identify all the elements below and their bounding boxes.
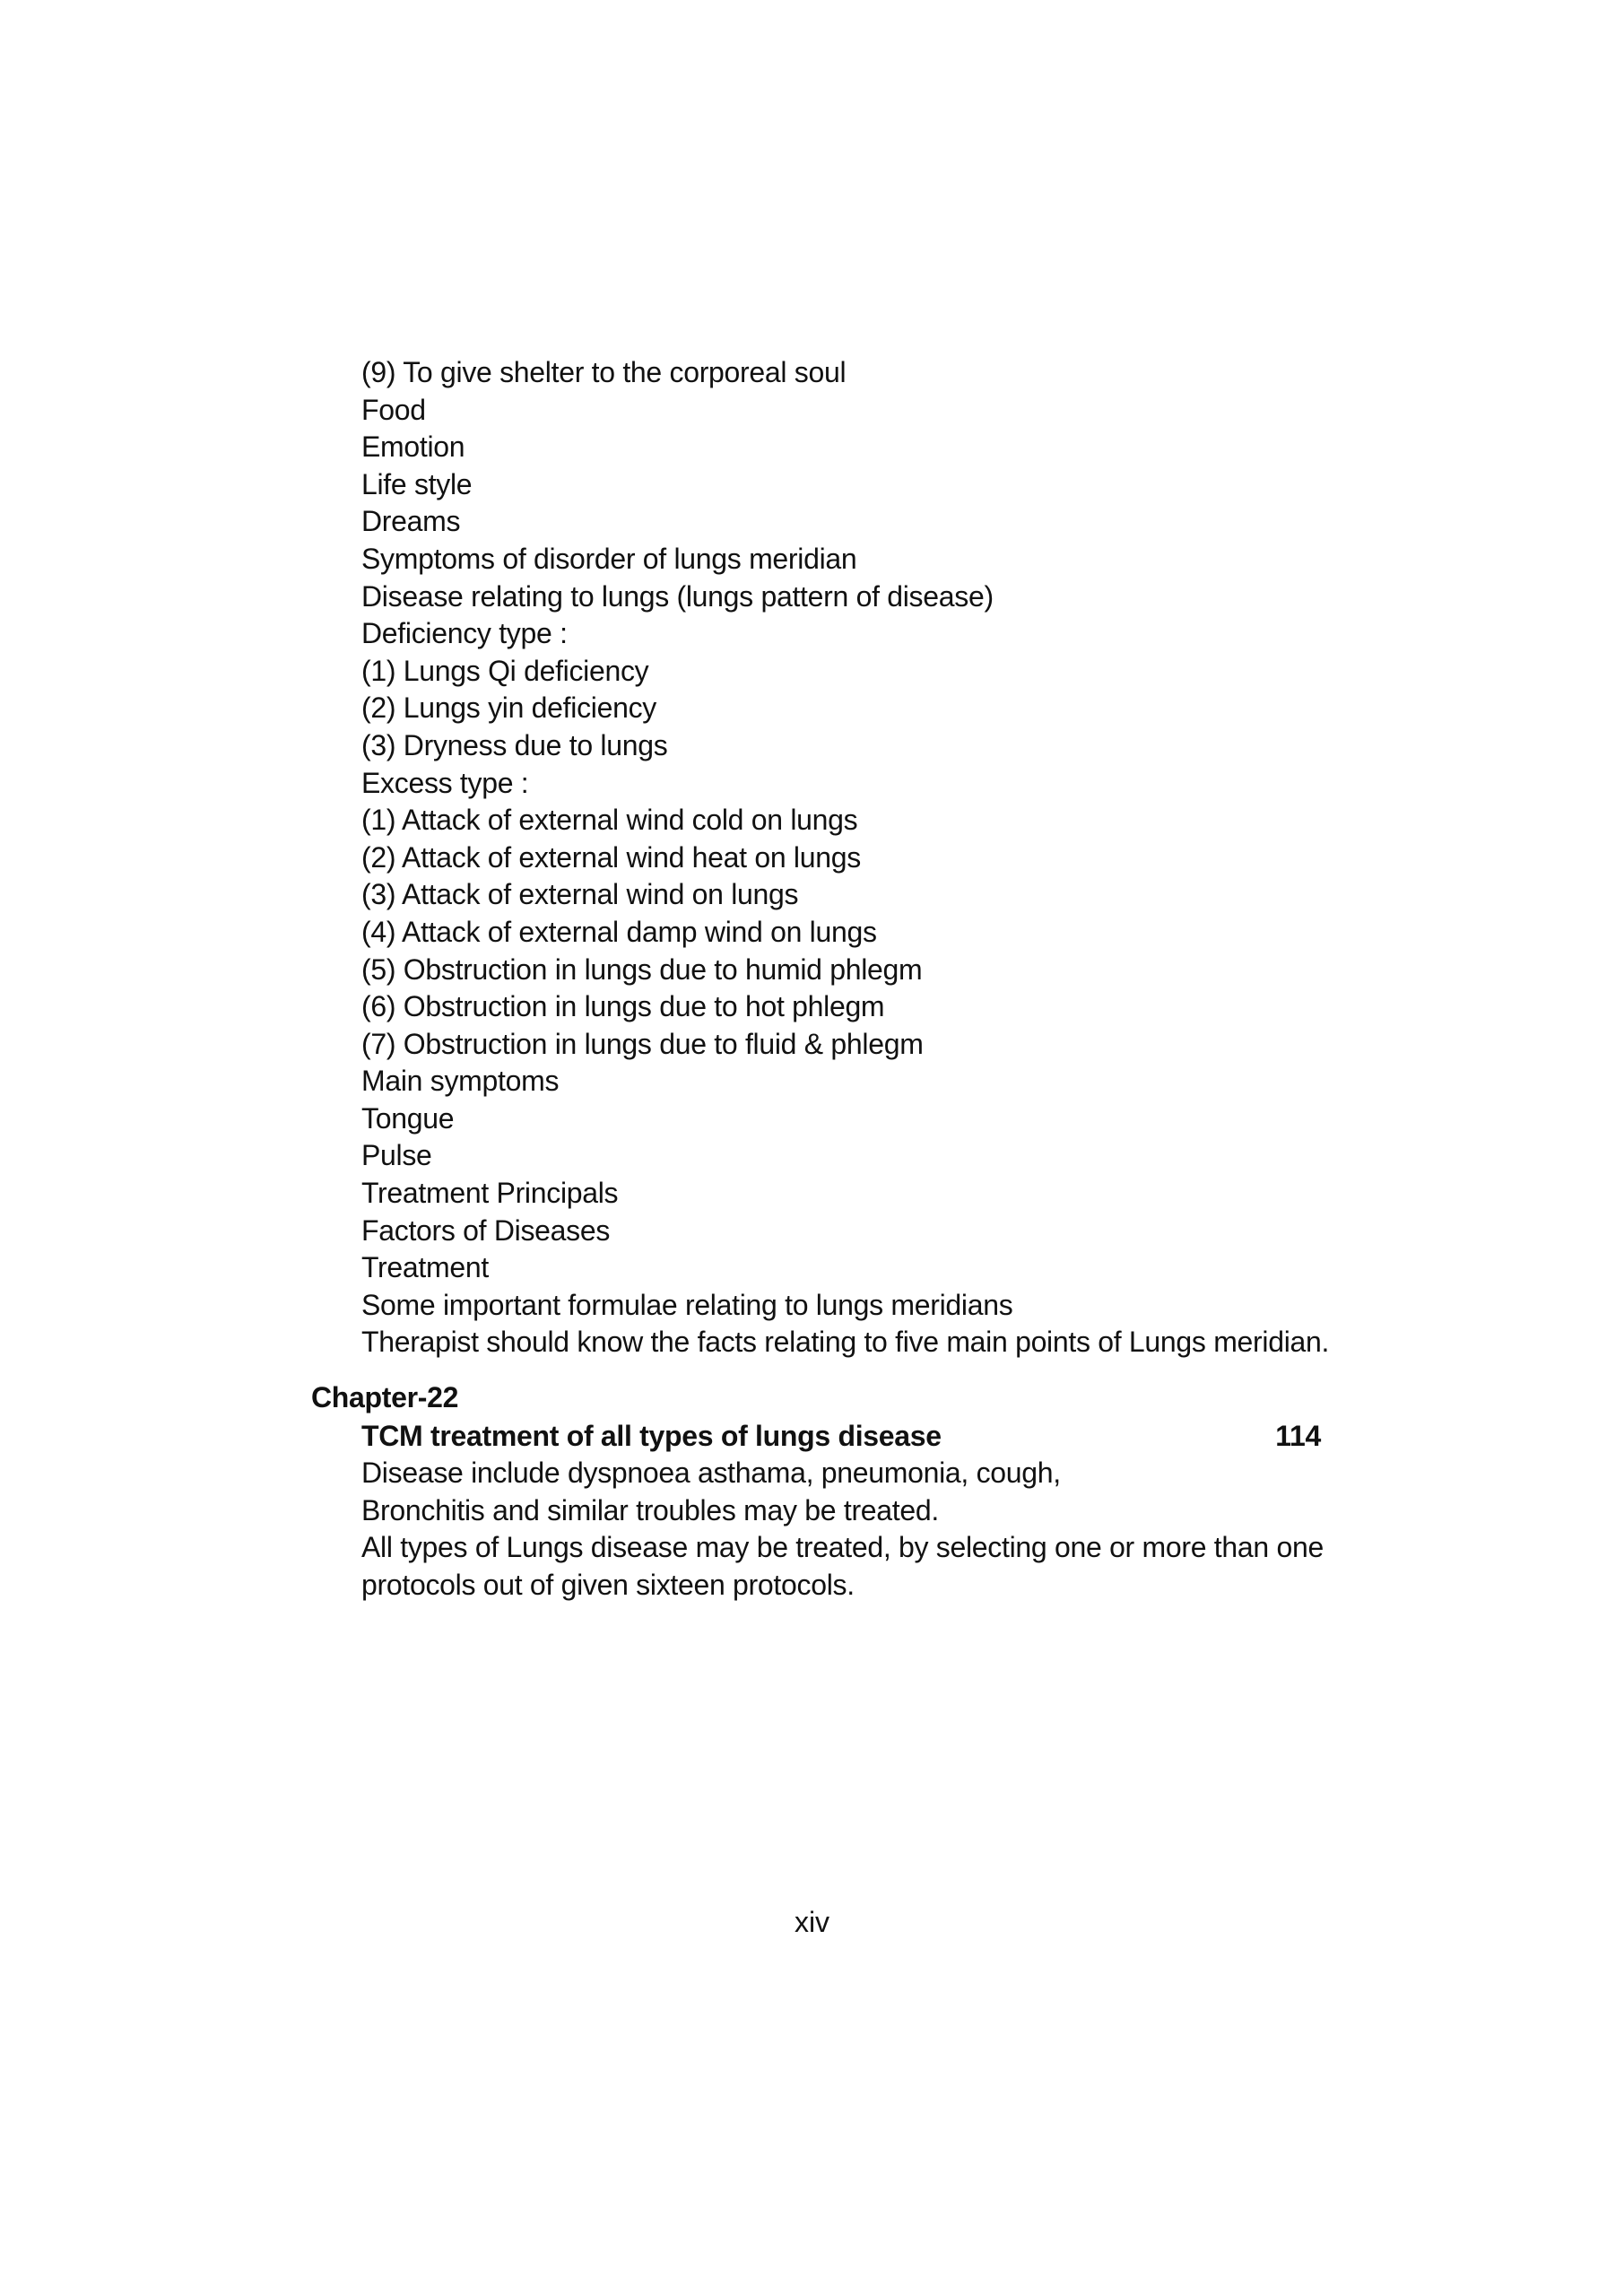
contents-item: (3) Attack of external wind on lungs (361, 878, 799, 911)
contents-item: Emotion (361, 430, 465, 464)
chapter-title: TCM treatment of all types of lungs disease (361, 1420, 942, 1452)
contents-item: (7) Obstruction in lungs due to fluid & phlegm (361, 1027, 924, 1060)
contents-item: (5) Obstruction in lungs due to humid phlegm (361, 952, 923, 986)
contents-item: Tongue (361, 1101, 455, 1135)
contents-item: Some important formulae relating to lungs meridians (361, 1288, 1013, 1321)
contents-item: (1) Attack of external wind cold on lungs (361, 804, 858, 837)
chapter-description-line: All types of Lungs disease may be treated, by selecting one or more than one (361, 1531, 1324, 1564)
contents-list (361, 354, 1348, 1361)
contents-item: Food (361, 393, 426, 426)
contents-item: Life style (361, 467, 473, 500)
contents-item: Pulse (361, 1139, 432, 1172)
contents-item: (3) Dryness due to lungs (361, 728, 668, 761)
chapter-description-line: Bronchitis and similar troubles may be treated. (361, 1493, 939, 1526)
contents-item: (2) Attack of external wind heat on lungs (361, 840, 861, 874)
chapter-description-line: protocols out of given sixteen protocols. (361, 1568, 855, 1601)
chapter-description-line: Disease include dyspnoea asthama, pneumonia, cough, (361, 1457, 1061, 1489)
contents-item: (2) Lungs yin deficiency (361, 691, 656, 725)
contents-item: Main symptoms (361, 1065, 560, 1098)
contents-item: (1) Lungs Qi deficiency (361, 654, 649, 687)
contents-item: Therapist should know the facts relating to five main points of Lungs meridian. (361, 1326, 1330, 1359)
contents-item: Dreams (361, 505, 461, 538)
chapter-description (361, 1455, 1348, 1604)
contents-item: Disease relating to lungs (lungs pattern of disease) (361, 579, 994, 613)
contents-item: Symptoms of disorder of lungs meridian (361, 542, 857, 575)
contents-item: Excess type : (361, 766, 529, 799)
contents-item: (4) Attack of external damp wind on lungs (361, 915, 877, 948)
contents-item: Treatment Principals (361, 1177, 619, 1210)
contents-item: Treatment (361, 1251, 489, 1284)
contents-item: (6) Obstruction in lungs due to hot phlegm (361, 990, 885, 1023)
contents-item: Factors of Diseases (361, 1213, 611, 1247)
contents-item: (9) To give shelter to the corporeal soul (361, 356, 847, 388)
contents-item: Deficiency type : (361, 617, 568, 650)
page-number: xiv (794, 1906, 830, 1938)
chapter-page-number: 114 (1275, 1420, 1321, 1452)
chapter-heading: Chapter-22 (311, 1381, 459, 1413)
chapter-title-row (361, 1417, 1321, 1455)
